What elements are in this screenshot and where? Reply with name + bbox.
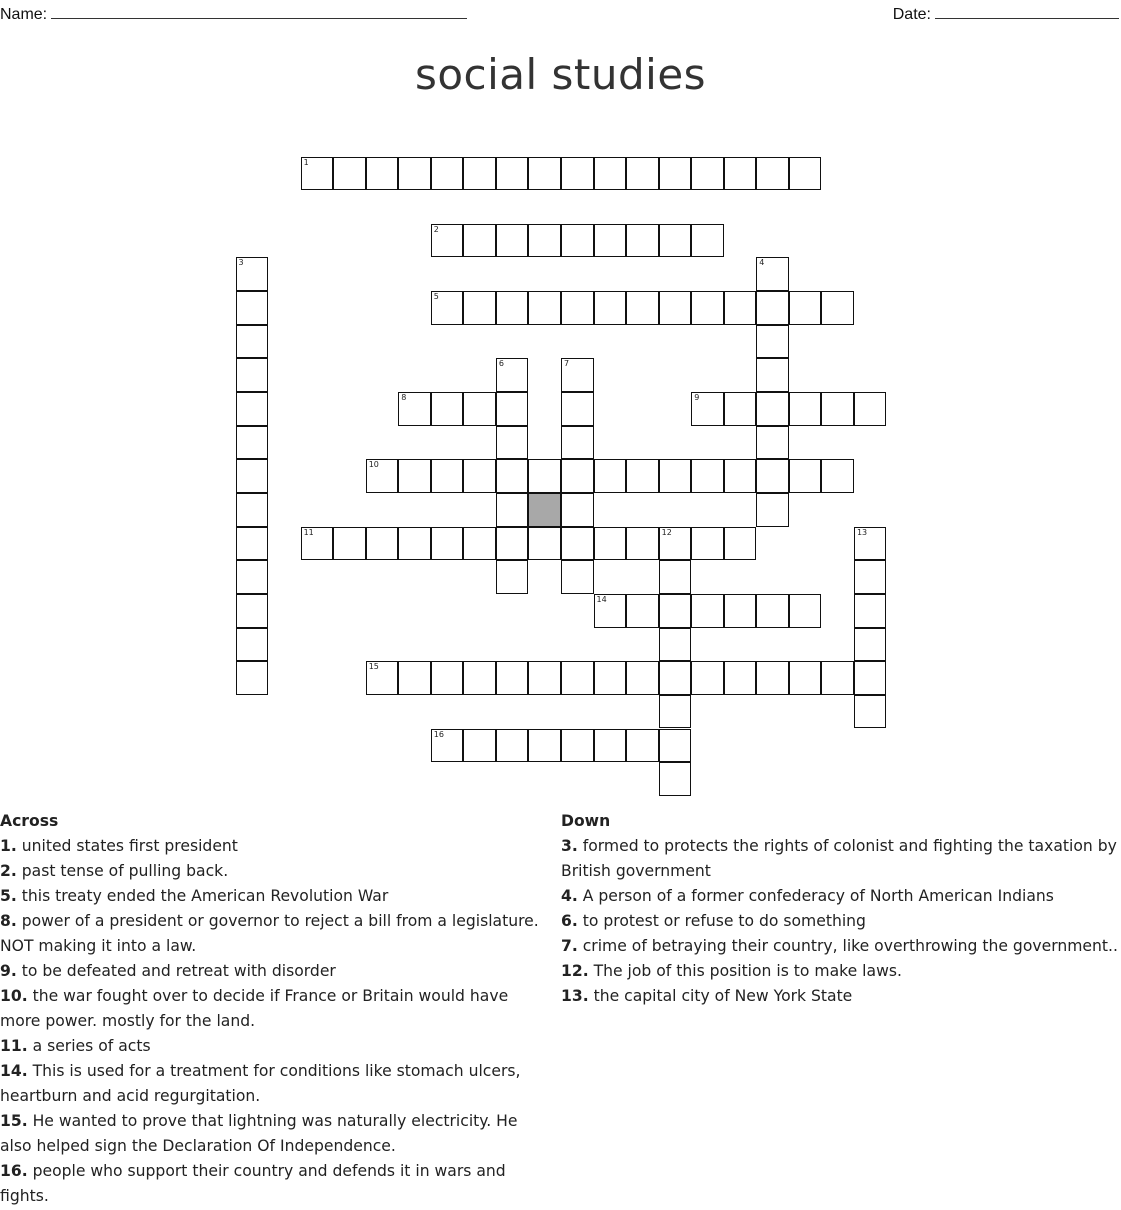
grid-cell[interactable] (659, 459, 692, 493)
clue-text: to protest or refuse to do something (577, 912, 866, 930)
grid-cell[interactable] (659, 527, 692, 561)
grid-cell[interactable] (724, 392, 757, 426)
grid-cell[interactable] (659, 628, 692, 662)
clue-number: 16. (0, 1162, 28, 1180)
grid-cell[interactable] (659, 224, 692, 258)
page-title: social studies (414, 50, 707, 99)
grid-cell[interactable] (724, 594, 757, 628)
grid-cell[interactable] (236, 661, 269, 695)
grid-cell[interactable] (626, 527, 659, 561)
grid-cell[interactable] (854, 661, 887, 695)
grid-cell[interactable] (821, 459, 854, 493)
across-clue (0, 834, 552, 859)
grid-cell[interactable] (756, 358, 789, 392)
clue-number-label: 5 (433, 292, 439, 302)
grid-cell[interactable] (659, 291, 692, 325)
grid-cell[interactable] (528, 527, 561, 561)
grid-cell[interactable] (659, 661, 692, 695)
down-clue (561, 884, 1121, 909)
grid-cell[interactable] (724, 291, 757, 325)
clue-number: 4. (561, 887, 578, 905)
grid-cell[interactable] (626, 157, 659, 191)
clue-text: He wanted to prove that lightning was naturally electricity. He also helped sign the Declaration Of Independence. (0, 1112, 518, 1155)
grid-cell[interactable] (398, 157, 431, 191)
grid-cell[interactable] (821, 291, 854, 325)
grid-cell[interactable] (561, 729, 594, 763)
clue-number: 7. (561, 937, 578, 955)
grid-cell[interactable] (366, 459, 399, 493)
grid-cell[interactable] (821, 392, 854, 426)
grid-cell[interactable] (561, 493, 594, 527)
grid-cell[interactable] (496, 527, 529, 561)
grid-cell[interactable] (496, 729, 529, 763)
grid-cell[interactable] (561, 661, 594, 695)
grid-cell[interactable] (528, 291, 561, 325)
grid-cell[interactable] (236, 291, 269, 325)
grid-cell[interactable] (431, 291, 464, 325)
grid-cell[interactable] (561, 291, 594, 325)
grid-cell[interactable] (528, 224, 561, 258)
clue-number: 10. (0, 987, 28, 1005)
grid-cell[interactable] (756, 325, 789, 359)
grid-cell[interactable] (333, 157, 366, 191)
clue-number-label: 3 (238, 258, 244, 268)
across-clue (0, 1059, 552, 1109)
grid-cell[interactable] (366, 157, 399, 191)
grid-cell[interactable] (431, 661, 464, 695)
down-clue (561, 834, 1121, 884)
clue-number: 1. (0, 837, 17, 855)
grid-cell[interactable] (789, 291, 822, 325)
grid-cell[interactable] (431, 527, 464, 561)
grid-cell[interactable] (724, 157, 757, 191)
grid-cell[interactable] (691, 661, 724, 695)
grid-cell[interactable] (236, 358, 269, 392)
grid-cell[interactable] (431, 392, 464, 426)
grid-cell[interactable] (691, 291, 724, 325)
grid-cell[interactable] (463, 459, 496, 493)
grid-cell[interactable] (594, 661, 627, 695)
clue-number-label: 13 (856, 527, 868, 537)
clue-text: a series of acts (27, 1037, 151, 1055)
clue-text: crime of betraying their country, like overthrowing the government.. (577, 937, 1118, 955)
grid-cell[interactable] (626, 291, 659, 325)
grid-cell[interactable] (659, 762, 692, 796)
grid-cell[interactable] (594, 729, 627, 763)
grid-cell[interactable] (528, 729, 561, 763)
grid-cell[interactable] (594, 157, 627, 191)
down-clue-list (561, 834, 1121, 1009)
clue-text: this treaty ended the American Revolution War (16, 887, 389, 905)
down-clue (561, 959, 1121, 984)
grid-cell[interactable] (561, 527, 594, 561)
clue-number-label: 14 (596, 594, 607, 604)
clue-number: 8. (0, 912, 17, 930)
clue-text: power of a president or governor to reject a bill from a legislature. NOT making it into a law. (0, 912, 539, 955)
clue-number-label: 1 (303, 157, 309, 167)
grid-cell[interactable] (756, 291, 789, 325)
clue-number-label: 4 (759, 258, 765, 268)
grid-cell[interactable] (398, 527, 431, 561)
grid-cell[interactable] (594, 224, 627, 258)
grid-cell[interactable] (691, 224, 724, 258)
grid-cell[interactable] (724, 459, 757, 493)
clue-number: 11. (0, 1037, 28, 1055)
grid-cell[interactable] (561, 358, 594, 392)
grid-cell[interactable] (691, 157, 724, 191)
clue-text: united states first president (16, 837, 238, 855)
grid-cell[interactable] (431, 459, 464, 493)
grid-cell[interactable] (821, 661, 854, 695)
down-clue (561, 984, 1121, 1009)
grid-cell[interactable] (496, 358, 529, 392)
clue-number: 14. (0, 1062, 28, 1080)
grid-cell[interactable] (561, 560, 594, 594)
grid-cell[interactable] (463, 729, 496, 763)
grid-cell[interactable] (561, 224, 594, 258)
grid-cell[interactable] (626, 224, 659, 258)
grid-cell[interactable] (626, 594, 659, 628)
grid-cell[interactable] (756, 594, 789, 628)
clue-number-label: 2 (433, 224, 439, 234)
clue-text: the capital city of New York State (588, 987, 853, 1005)
grid-cell[interactable] (756, 157, 789, 191)
grid-cell[interactable] (594, 459, 627, 493)
clue-number-label: 8 (401, 393, 407, 403)
grid-cell[interactable] (594, 594, 627, 628)
grid-cell[interactable] (236, 426, 269, 460)
grid-cell[interactable] (236, 493, 269, 527)
clue-number-label: 16 (433, 729, 444, 739)
grid-cell[interactable] (756, 661, 789, 695)
grid-cell[interactable] (659, 594, 692, 628)
grid-cell[interactable] (431, 157, 464, 191)
clue-number: 3. (561, 837, 578, 855)
across-clue (0, 909, 552, 959)
clue-text: the war fought over to decide if France or Britain would have more power. mostly for the land. (0, 987, 509, 1030)
grid-cell[interactable] (496, 157, 529, 191)
grid-cell[interactable] (398, 392, 431, 426)
grid-cell[interactable] (431, 224, 464, 258)
grid-cell[interactable] (561, 157, 594, 191)
grid-cell[interactable] (463, 157, 496, 191)
grid-cell[interactable] (659, 695, 692, 729)
grid-cell[interactable] (659, 560, 692, 594)
grid-cell[interactable] (756, 493, 789, 527)
grid-cell[interactable] (496, 426, 529, 460)
grid-cell[interactable] (691, 459, 724, 493)
date-label: Date: (892, 6, 931, 23)
grid-cell[interactable] (496, 493, 529, 527)
clue-number-label: 11 (303, 527, 314, 537)
grid-cell[interactable] (366, 661, 399, 695)
grid-cell[interactable] (561, 459, 594, 493)
grid-cell[interactable] (854, 628, 887, 662)
clue-number: 2. (0, 862, 17, 880)
grid-cell[interactable] (496, 291, 529, 325)
clue-number: 13. (561, 987, 589, 1005)
grid-cell[interactable] (756, 459, 789, 493)
grid-cell[interactable] (789, 459, 822, 493)
grid-cell[interactable] (561, 392, 594, 426)
across-clue (0, 1159, 552, 1209)
clue-text: This is used for a treatment for conditions like stomach ulcers, heartburn and acid regurgitation. (0, 1062, 521, 1105)
clue-text: people who support their country and defends it in wars and fights. (0, 1162, 506, 1205)
clue-number-label: 6 (498, 359, 504, 369)
clue-number-label: 9 (694, 393, 700, 403)
grid-cell[interactable] (463, 661, 496, 695)
grid-cell[interactable] (854, 560, 887, 594)
grid-cell[interactable] (236, 527, 269, 561)
grid-cell[interactable] (236, 594, 269, 628)
down-clue (561, 909, 1121, 934)
grid-cell[interactable] (561, 426, 594, 460)
grid-cell[interactable] (528, 459, 561, 493)
shaded-cell (528, 493, 561, 527)
grid-cell[interactable] (301, 527, 334, 561)
grid-cell[interactable] (756, 392, 789, 426)
clue-text: to be defeated and retreat with disorder (16, 962, 336, 980)
across-clue (0, 984, 552, 1034)
grid-cell[interactable] (756, 426, 789, 460)
grid-cell[interactable] (659, 157, 692, 191)
grid-cell[interactable] (626, 661, 659, 695)
clue-number: 5. (0, 887, 17, 905)
clue-text: past tense of pulling back. (16, 862, 229, 880)
across-clue (0, 959, 552, 984)
clue-text: A person of a former confederacy of North American Indians (577, 887, 1054, 905)
grid-cell[interactable] (691, 527, 724, 561)
clue-number: 9. (0, 962, 17, 980)
clue-number-label: 10 (368, 460, 379, 470)
across-clue (0, 884, 552, 909)
clue-text: formed to protects the rights of colonist and fighting the taxation by British government (561, 837, 1117, 880)
across-clue (0, 1034, 552, 1059)
grid-cell[interactable] (528, 661, 561, 695)
clue-text: The job of this position is to make laws. (588, 962, 902, 980)
grid-cell[interactable] (789, 594, 822, 628)
grid-cell[interactable] (691, 594, 724, 628)
grid-cell[interactable] (496, 392, 529, 426)
grid-cell[interactable] (463, 527, 496, 561)
grid-cell[interactable] (691, 392, 724, 426)
clue-number-label: 15 (368, 662, 379, 672)
grid-cell[interactable] (463, 224, 496, 258)
grid-cell[interactable] (528, 157, 561, 191)
across-clue (0, 859, 552, 884)
grid-cell[interactable] (301, 157, 334, 191)
grid-cell[interactable] (854, 392, 887, 426)
grid-cell[interactable] (366, 527, 399, 561)
clue-number: 12. (561, 962, 589, 980)
across-clues (0, 809, 552, 1209)
clue-number: 6. (561, 912, 578, 930)
across-clue (0, 1109, 552, 1159)
name-label: Name: (0, 6, 48, 23)
clue-number: 15. (0, 1112, 28, 1130)
grid-cell[interactable] (789, 392, 822, 426)
grid-cell[interactable] (236, 560, 269, 594)
grid-cell[interactable] (431, 729, 464, 763)
grid-cell[interactable] (496, 459, 529, 493)
grid-cell[interactable] (724, 661, 757, 695)
grid-cell[interactable] (463, 291, 496, 325)
grid-cell[interactable] (463, 392, 496, 426)
clue-number-label: 12 (661, 527, 672, 537)
grid-cell[interactable] (626, 459, 659, 493)
grid-cell[interactable] (398, 459, 431, 493)
grid-cell[interactable] (594, 291, 627, 325)
grid-cell[interactable] (854, 594, 887, 628)
across-heading: Across (0, 812, 59, 830)
grid-cell[interactable] (236, 628, 269, 662)
grid-cell[interactable] (594, 527, 627, 561)
grid-cell[interactable] (236, 459, 269, 493)
grid-cell[interactable] (854, 695, 887, 729)
down-heading: Down (561, 812, 611, 830)
grid-cell[interactable] (659, 729, 692, 763)
grid-cell[interactable] (756, 257, 789, 291)
grid-cell[interactable] (626, 729, 659, 763)
across-clue-list (0, 834, 552, 1209)
grid-cell[interactable] (496, 560, 529, 594)
grid-cell[interactable] (398, 661, 431, 695)
grid-cell[interactable] (236, 257, 269, 291)
grid-cell[interactable] (236, 392, 269, 426)
grid-cell[interactable] (854, 527, 887, 561)
grid-cell[interactable] (496, 661, 529, 695)
grid-cell[interactable] (496, 224, 529, 258)
down-clue (561, 934, 1121, 959)
grid-cell[interactable] (724, 527, 757, 561)
down-clues (561, 809, 1121, 1009)
grid-cell[interactable] (236, 325, 269, 359)
grid-cell[interactable] (789, 157, 822, 191)
grid-cell[interactable] (333, 527, 366, 561)
grid-cell[interactable] (789, 661, 822, 695)
clue-number-label: 7 (564, 359, 570, 369)
